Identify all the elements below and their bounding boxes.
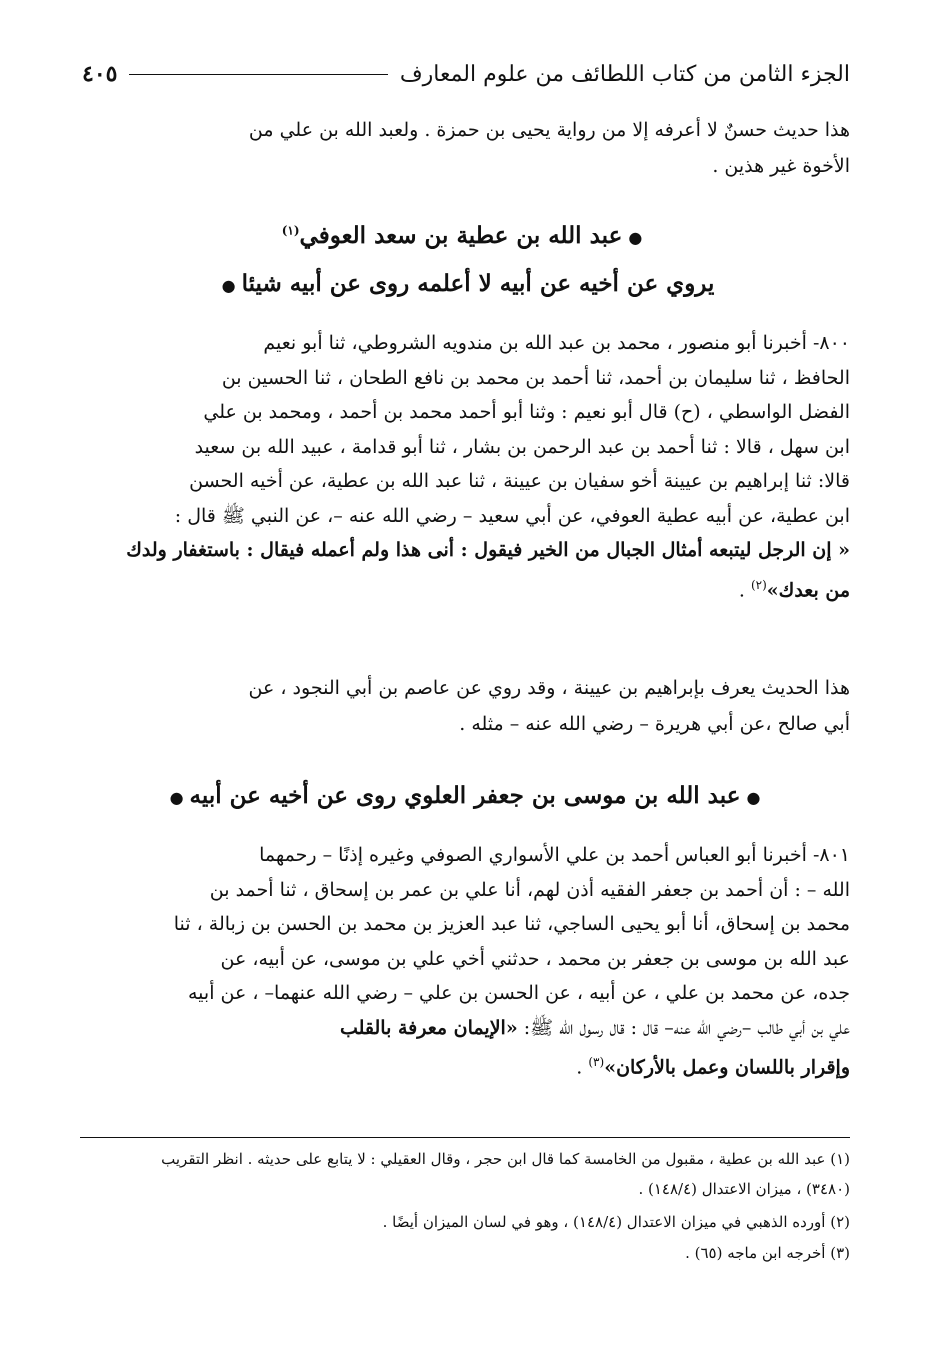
hadith-line: الفضل الواسطي ، (ح) قال أبو نعيم : وثنا أبو أحمد محمد بن أحمد ، ومحمد بن علي [203, 401, 850, 423]
hadith-line: الله – : أن أحمد بن جعفر الفقيه أذن لهم، أنا علي بن عمر بن إسحاق ، ثنا أحمد بن [209, 878, 850, 901]
hadith-line: ٨٠٠- أخبرنا أبو منصور ، محمد بن عبد الله بن مندويه الشروطي، ثنا أبو نعيم [263, 332, 850, 354]
intro-line: الأخوة غير هذين . [712, 155, 850, 177]
hadith-line: ابن سهل ، قالا : ثنا أحمد بن عبد الرحمن بن بشار ، ثنا أبو قدامة ، عبيد الله بن سعيد [194, 435, 850, 458]
bullet-icon: ● [221, 276, 236, 295]
header-title: الجزء الثامن من كتاب اللطائف من علوم المعارف [399, 61, 850, 87]
section2-heading-text: عبد الله بن موسى بن جعفر العلوي روى عن أخيه عن أبيه [189, 782, 741, 809]
section1-subheading [80, 270, 850, 297]
hadith-matn-end-text: من بعدك» [766, 578, 850, 601]
intro-paragraph [80, 112, 850, 184]
hadith-matn-line: « إن الرجل ليتبعه أمثال الجبال من الخير فيقول : أنى هذا ولم أعمله فيقال : باستغفار ولدك [126, 539, 850, 561]
hadith-800 [80, 326, 850, 607]
header-rule [129, 74, 387, 75]
hadith-801 [80, 838, 850, 1085]
hadith-matn-end [80, 568, 850, 608]
hadith-line: قالا: ثنا إبراهيم بن عيينة أخو سفيان بن عيينة ، ثنا عبد الله بن عطية، عن أخيه الحسن [189, 470, 850, 492]
footnote-ref: (٢) [750, 577, 767, 592]
hadith-line: ابن عطية، عن أبيه عطية العوفي، عن أبي سعيد – رضي الله عنه –، عن النبي ﷺ قال : [174, 504, 850, 527]
hadith-matn-end [80, 1045, 850, 1085]
hadith-line: جده، عن محمد بن علي ، عن أبيه ، عن الحسن بن علي – رضي الله عنهما– ، عن أبيه [188, 982, 850, 1004]
sentence-end: . [738, 578, 751, 601]
bullet-icon: ● [628, 228, 643, 247]
hadith-line-mixed [80, 1011, 850, 1046]
footnote-ref: (١) [281, 223, 300, 238]
hadith-line: الحافظ ، ثنا سليمان بن أحمد، ثنا أحمد بن محمد بن نافع الطحان ، ثنا الحسين بن [221, 366, 850, 389]
comment-line: هذا الحديث يعرف بإبراهيم بن عيينة ، وقد روي عن عاصم بن أبي النجود ، عن [248, 677, 850, 699]
footnote-ref: (٣) [588, 1055, 605, 1069]
hadith-line: عبد الله بن موسى بن جعفر بن محمد ، حدثني أخي علي بن موسى، عن أبيه، عن [220, 947, 850, 970]
section2-heading [80, 782, 850, 809]
comment-paragraph [80, 670, 850, 742]
footnote-2: (٢) أورده الذهبي في ميزان الاعتدال (١٤٨/٤) ، وهو في لسان الميزان أيضًا . [382, 1213, 850, 1231]
footnote-3: (٣) أخرجه ابن ماجه (٦٥) . [685, 1244, 850, 1262]
section1-heading-text: عبد الله بن عطية بن سعد العوفي [299, 222, 623, 249]
hadith-matn-start: «الإيمان معرفة بالقلب [339, 1016, 518, 1039]
footnote-1: (١) عبد الله بن عطية ، مقبول من الخامسة كما قال ابن حجر ، وقال العقيلي : لا يتابع على حديثه . انظر التقريب [161, 1150, 850, 1168]
hadith-line: ٨٠١- أخبرنا أبو العباس أحمد بن علي الأسواري الصوفي وغيره إذنًا – رحمهما [259, 844, 850, 866]
comment-line: أبي صالح ،عن أبي هريرة – رضي الله عنه – مثله . [459, 713, 850, 735]
bullet-icon: ● [746, 788, 761, 807]
hadith-isnad-end: علي بن أبي طالب –رضي الله عنه– قال : قال رسول الله ﷺ: [517, 1016, 850, 1039]
hadith-matn-end-text: وإقرار باللسان وعمل بالأركان» [604, 1056, 850, 1079]
footnote-divider [80, 1137, 850, 1138]
footnote-1-cont: (٣٤٨٠) ، ميزان الاعتدال (١٤٨/٤) . [638, 1180, 850, 1198]
bullet-icon: ● [169, 788, 184, 807]
page-number: ٤٠٥ [82, 61, 118, 87]
hadith-line: محمد بن إسحاق، أنا أبو يحيى الساجي، ثنا عبد العزيز بن محمد بن الحسن بن زبالة ، ثنا [173, 913, 850, 935]
section1-heading [80, 222, 850, 249]
section1-subheading-text: يروي عن أخيه عن أبيه لا أعلمه روى عن أبيه شيئا [241, 270, 715, 297]
running-header [82, 55, 850, 93]
sentence-end: . [576, 1056, 589, 1079]
intro-line: هذا حديث حسنٌ لا أعرفه إلا من رواية يحيى بن حمزة . ولعبد الله بن علي من [248, 119, 850, 141]
